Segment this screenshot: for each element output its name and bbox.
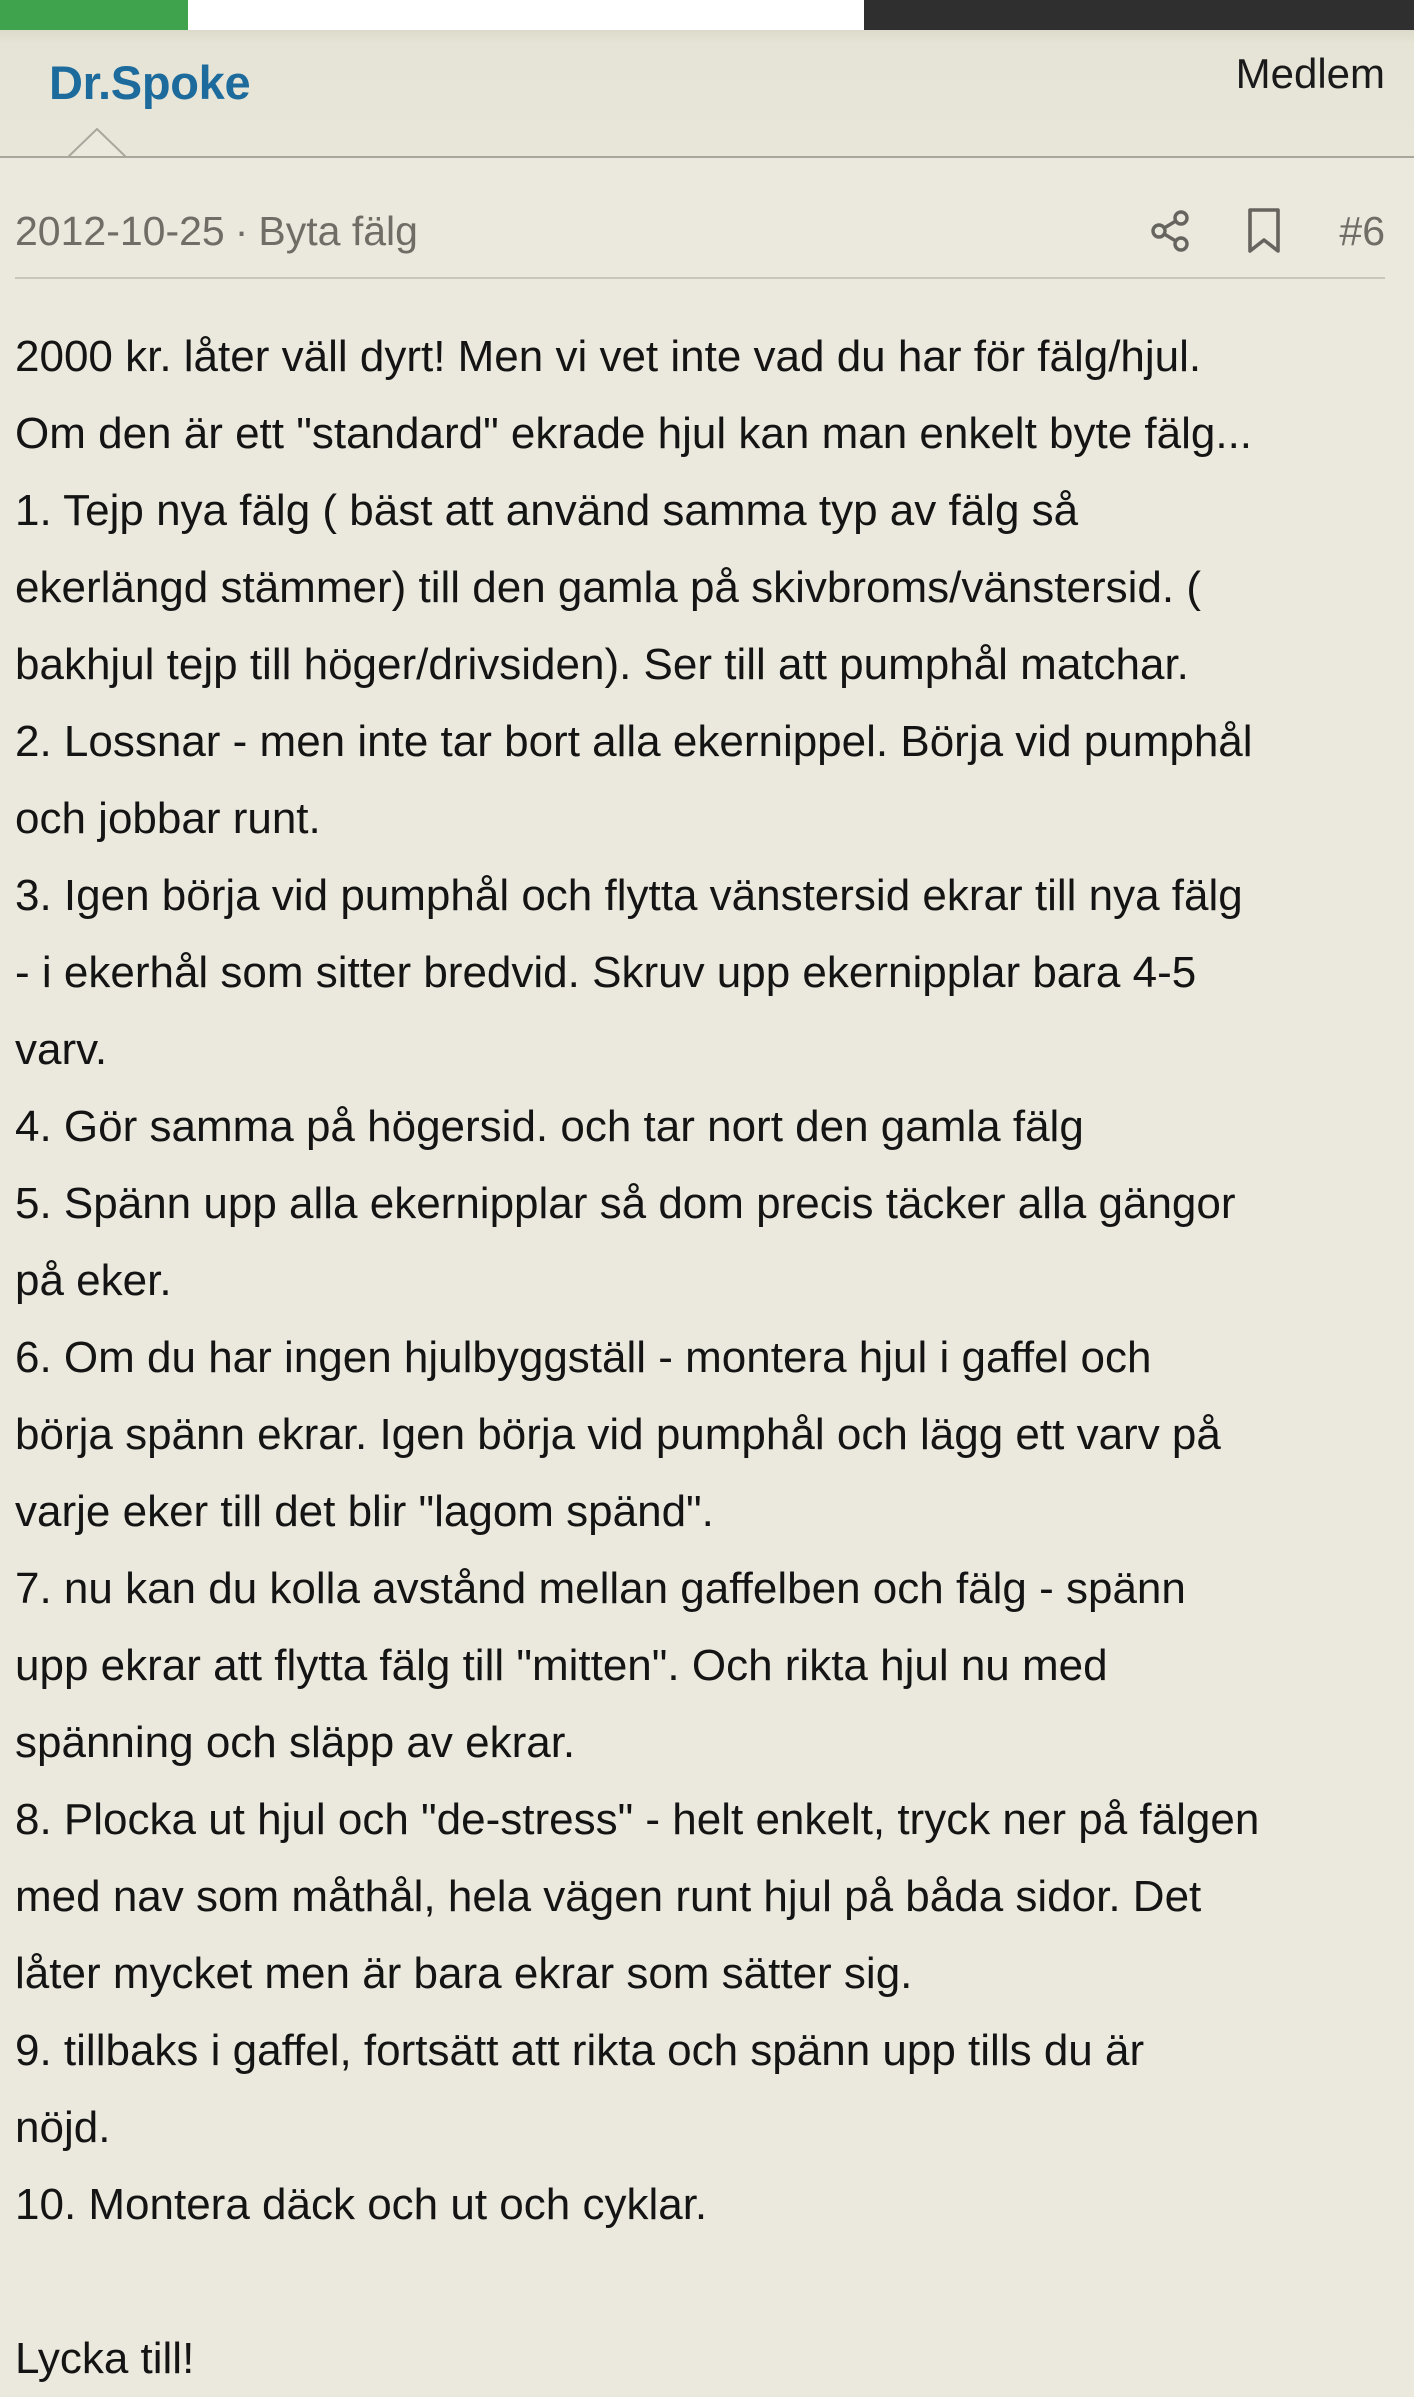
post-text-line: 9. tillbaks i gaffel, fortsätt att rikta och spänn upp tills du är bbox=[15, 2026, 1145, 2075]
header-divider bbox=[0, 156, 1414, 158]
meta-divider bbox=[15, 277, 1385, 279]
post-text-line: - i ekerhål som sitter bredvid. Skruv upp ekernipplar bara 4-5 bbox=[15, 948, 1197, 997]
meta-separator: · bbox=[234, 208, 249, 254]
post-text-line: 8. Plocka ut hjul och "de-stress" - helt enkelt, tryck ner på fälgen bbox=[15, 1795, 1260, 1844]
post-text-line: upp ekrar att flytta fälg till "mitten". Och rikta hjul nu med bbox=[15, 1641, 1108, 1690]
post-text-line: Lycka till! bbox=[15, 2334, 195, 2383]
post-text-line: 5. Spänn upp alla ekernipplar så dom precis täcker alla gängor bbox=[15, 1179, 1236, 1228]
post-text-line: 4. Gör samma på högersid. och tar nort den gamla fälg bbox=[15, 1102, 1084, 1151]
post-text-line: spänning och släpp av ekrar. bbox=[15, 1718, 576, 1767]
post-text-line: 10. Montera däck och ut och cyklar. bbox=[15, 2180, 708, 2229]
post-text-line: Om den är ett "standard" ekrade hjul kan man enkelt byte fälg... bbox=[15, 409, 1253, 458]
post-meta-row bbox=[15, 200, 1385, 262]
post-text-line: med nav som måthål, hela vägen runt hjul på båda sidor. Det bbox=[15, 1872, 1202, 1921]
post-text-line: varv. bbox=[15, 1025, 108, 1074]
post-text-line: varje eker till det blir "lagom spänd". bbox=[15, 1487, 714, 1536]
post-text-line: 2000 kr. låter väll dyrt! Men vi vet inte vad du har för fälg/hjul. bbox=[15, 332, 1202, 381]
post-date: 2012-10-25 bbox=[15, 208, 225, 254]
top-color-strip bbox=[0, 0, 1414, 30]
post-blank-line bbox=[15, 2243, 1410, 2320]
post-text-line: 7. nu kan du kolla avstånd mellan gaffelben och fälg - spänn bbox=[15, 1564, 1186, 1613]
post-text-line: börja spänn ekrar. Igen börja vid pumphål och lägg ett varv på bbox=[15, 1410, 1221, 1459]
post-text-line: 3. Igen börja vid pumphål och flytta vänstersid ekrar till nya fälg bbox=[15, 871, 1243, 920]
post-actions bbox=[1145, 200, 1385, 262]
post-author-header bbox=[0, 30, 1414, 158]
strip-segment-dark bbox=[864, 0, 1414, 30]
post-text-line: nöjd. bbox=[15, 2103, 111, 2152]
post-text-line: 6. Om du har ingen hjulbyggställ - montera hjul i gaffel och bbox=[15, 1333, 1152, 1382]
share-button[interactable] bbox=[1145, 206, 1195, 256]
thread-title-link[interactable]: Byta fälg bbox=[258, 208, 418, 254]
strip-segment-green bbox=[0, 0, 188, 30]
post-text-line: 2. Lossnar - men inte tar bort alla ekernippel. Börja vid pumphål bbox=[15, 717, 1253, 766]
post-text-line: 1. Tejp nya fälg ( bäst att använd samma typ av fälg så bbox=[15, 486, 1079, 535]
author-title: Medlem bbox=[1235, 50, 1385, 97]
post-text-line: på eker. bbox=[15, 1256, 172, 1305]
post-text-line: bakhjul tejp till höger/drivsiden). Ser till att pumphål matchar. bbox=[15, 640, 1189, 689]
post-text-line: låter mycket men är bara ekrar som sätter sig. bbox=[15, 1949, 913, 1998]
post-text-line: och jobbar runt. bbox=[15, 794, 321, 843]
strip-segment-white bbox=[188, 0, 864, 30]
post-body bbox=[15, 318, 1410, 2397]
post-text-line: ekerlängd stämmer) till den gamla på skivbroms/vänstersid. ( bbox=[15, 563, 1202, 612]
author-pointer-arrow bbox=[68, 128, 126, 158]
post-number-link[interactable]: #6 bbox=[1339, 207, 1385, 254]
bookmark-button[interactable] bbox=[1239, 206, 1289, 256]
share-icon bbox=[1148, 209, 1192, 253]
author-username[interactable]: Dr.Spoke bbox=[49, 56, 251, 109]
bookmark-icon bbox=[1244, 207, 1284, 255]
